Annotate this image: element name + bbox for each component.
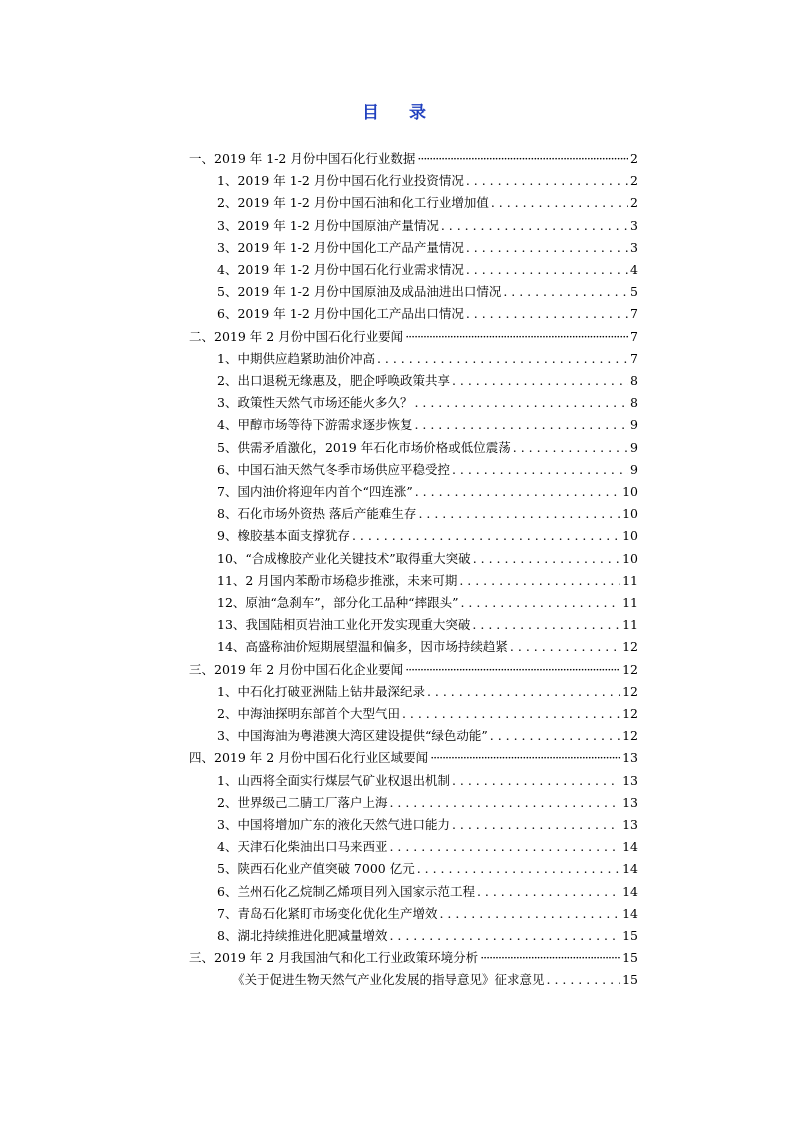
toc-entry-title: 二、2019 年 2 月份中国石化行业要闻 xyxy=(189,328,404,344)
toc-page-number: 14 xyxy=(622,861,638,877)
toc-page-number: 10 xyxy=(622,484,638,499)
toc-entry[interactable] xyxy=(217,437,638,459)
toc-entry-title: 3、中国海油为粤港澳大湾区建设提供“绿色动能” xyxy=(217,728,488,744)
toc-entry[interactable] xyxy=(217,548,638,570)
toc-entry-title: 1、2019 年 1-2 月份中国石化行业投资情况 xyxy=(217,173,464,189)
toc-leader-dots xyxy=(418,503,620,525)
toc-page-number: 13 xyxy=(622,817,638,832)
toc-entry[interactable] xyxy=(217,170,638,192)
toc-entry-title: 8、湖北持续推进化肥减量增效 xyxy=(217,928,388,943)
toc-entry-title: 7、青岛石化紧盯市场变化优化生产增效 xyxy=(217,905,438,921)
toc-page-number: 14 xyxy=(622,839,638,855)
toc-page-number: 15 xyxy=(622,972,638,988)
toc-page-number: 9 xyxy=(630,417,638,433)
toc-page-number: 9 xyxy=(630,461,638,477)
toc-page-number: 3 xyxy=(630,239,638,255)
toc-leader-dots xyxy=(452,459,628,481)
toc-leader-dots xyxy=(547,969,621,991)
toc-entry[interactable] xyxy=(217,881,638,903)
toc-entry-title: 13、我国陆相页岩油工业化开发实现重大突破 xyxy=(217,617,471,633)
toc-entry-title: 5、供需矛盾激化，2019 年石化市场价格或低位震荡 xyxy=(217,439,511,455)
toc-leader-dots xyxy=(389,836,620,858)
toc-leader-dots xyxy=(415,481,620,503)
toc-entry[interactable] xyxy=(232,969,638,991)
toc-entry-title: 10、“合成橡胶产业化关键技术”取得重大突破 xyxy=(217,550,471,566)
toc-leader-dots xyxy=(417,148,628,170)
toc-entry-title: 3、政策性天然气市场还能火多久？ xyxy=(217,395,413,411)
toc-leader-dots xyxy=(491,192,628,214)
toc-entry[interactable] xyxy=(217,792,638,814)
toc-entry-title: 《关于促进生物天然气产业化发展的指导意见》征求意见 xyxy=(232,972,545,988)
toc-page-number: 10 xyxy=(622,550,638,566)
toc-entry[interactable] xyxy=(217,681,638,703)
toc-entry[interactable] xyxy=(217,414,638,436)
toc-entry-title: 1、中石化打破亚洲陆上钻井最深纪录 xyxy=(217,683,425,699)
toc-page-number: 11 xyxy=(622,595,638,610)
toc-leader-dots xyxy=(389,925,620,947)
toc-leader-dots xyxy=(452,814,620,836)
toc-leader-dots xyxy=(414,392,628,414)
toc-entry[interactable] xyxy=(217,392,638,414)
toc-entry[interactable] xyxy=(217,858,638,880)
toc-entry[interactable] xyxy=(217,459,638,481)
toc-entry-title: 6、兰州石化乙烷制乙烯项目列入国家示范工程 xyxy=(217,883,475,899)
toc-entry[interactable] xyxy=(217,592,638,614)
toc-entry[interactable] xyxy=(217,503,638,525)
toc-entry-title: 5、2019 年 1-2 月份中国原油及成品油进出口情况 xyxy=(217,284,502,300)
toc-section-entry[interactable] xyxy=(189,947,638,969)
toc-page-number: 12 xyxy=(622,706,638,721)
toc-page-number: 12 xyxy=(622,683,638,699)
toc-entry-title: 6、2019 年 1-2 月份中国化工产品出口情况 xyxy=(217,306,464,322)
toc-entry[interactable] xyxy=(217,570,638,592)
toc-page-number: 9 xyxy=(630,439,638,455)
toc-page-number: 7 xyxy=(630,350,638,366)
toc-entry-title: 2、出口退税无缘惠及，肥企呼唤政策共享 xyxy=(217,373,450,388)
toc-page-number: 12 xyxy=(622,639,638,655)
toc-entry[interactable] xyxy=(217,192,638,214)
toc-section-entry[interactable] xyxy=(189,148,638,170)
toc-page-number: 2 xyxy=(630,173,638,189)
toc-entry-title: 2、2019 年 1-2 月份中国石油和化工行业增加值 xyxy=(217,195,489,211)
toc-leader-dots xyxy=(466,303,628,325)
toc-page-number: 11 xyxy=(622,572,638,588)
toc-page-number: 14 xyxy=(622,883,638,899)
toc-page-number: 12 xyxy=(622,728,638,744)
toc-leader-dots xyxy=(452,370,628,392)
toc-page-number: 2 xyxy=(630,195,638,211)
toc-entry[interactable] xyxy=(217,925,638,947)
toc-leader-dots xyxy=(405,659,620,681)
toc-entry-title: 3、2019 年 1-2 月份中国原油产量情况 xyxy=(217,217,439,233)
toc-entry-title: 12、原油“急刹车”，部分化工品种“摔跟头” xyxy=(217,595,459,610)
toc-page-number: 13 xyxy=(622,794,638,810)
toc-entry[interactable] xyxy=(217,703,638,725)
toc-entry[interactable] xyxy=(217,281,638,303)
toc-page-number: 10 xyxy=(622,506,638,522)
toc-leader-dots xyxy=(417,858,620,880)
toc-leader-dots xyxy=(472,614,620,636)
toc-entry[interactable] xyxy=(217,237,638,259)
toc-leader-dots xyxy=(389,792,620,814)
toc-entry-title: 3、2019 年 1-2 月份中国化工产品产量情况 xyxy=(217,239,464,255)
toc-leader-dots xyxy=(477,881,620,903)
toc-entry-title: 9、橡胶基本面支撑犹存 xyxy=(217,528,350,544)
toc-page-number: 7 xyxy=(630,328,638,344)
toc-entry-title: 1、山西将全面实行煤层气矿业权退出机制 xyxy=(217,772,450,788)
toc-entry[interactable] xyxy=(217,636,638,658)
toc-leader-dots xyxy=(510,636,620,658)
toc-entry[interactable] xyxy=(217,525,638,547)
toc-leader-dots xyxy=(377,348,628,370)
toc-entry-title: 6、中国石油天然气冬季市场供应平稳受控 xyxy=(217,461,450,477)
toc-section-entry[interactable] xyxy=(189,747,638,769)
toc-entry[interactable] xyxy=(217,481,638,503)
toc-leader-dots xyxy=(352,525,620,547)
toc-leader-dots xyxy=(466,170,628,192)
toc-entry-title: 7、国内油价将迎年内首个“四连涨” xyxy=(217,484,413,499)
toc-page-number: 14 xyxy=(622,905,638,921)
toc-leader-dots xyxy=(513,437,628,459)
toc-entry[interactable] xyxy=(217,259,638,281)
page-title: 目 录 xyxy=(362,103,438,123)
toc-entry[interactable] xyxy=(217,725,638,747)
toc-leader-dots xyxy=(480,947,620,969)
toc-entry-title: 3、中国将增加广东的液化天然气进口能力 xyxy=(217,817,450,832)
toc-entry[interactable] xyxy=(217,215,638,237)
toc-leader-dots xyxy=(441,215,628,237)
toc-leader-dots xyxy=(402,703,620,725)
toc-leader-dots xyxy=(503,281,628,303)
toc-leader-dots xyxy=(460,592,620,614)
toc-page-number: 7 xyxy=(630,306,638,322)
toc-leader-dots xyxy=(459,570,620,592)
toc-entry[interactable] xyxy=(217,770,638,792)
toc-entry-title: 4、天津石化柴油出口马来西亚 xyxy=(217,839,388,855)
toc-page-number: 8 xyxy=(630,373,638,388)
toc-page-number: 15 xyxy=(622,928,638,943)
toc-page-number: 15 xyxy=(622,950,638,966)
toc-entry-title: 2、中海油探明东部首个大型气田 xyxy=(217,706,400,721)
toc-leader-dots xyxy=(414,414,628,436)
toc-leader-dots xyxy=(405,326,628,348)
toc-entry-title: 4、甲醇市场等待下游需求逐步恢复 xyxy=(217,417,413,433)
toc-page-number: 13 xyxy=(622,750,638,766)
toc-entry-title: 一、2019 年 1-2 月份中国石化行业数据 xyxy=(189,151,416,166)
toc-page-number: 5 xyxy=(630,284,638,300)
toc-leader-dots xyxy=(430,747,620,769)
toc-leader-dots xyxy=(466,237,628,259)
toc-entry[interactable] xyxy=(217,348,638,370)
toc-entry-title: 2、世界级己二腈工厂落户上海 xyxy=(217,794,388,810)
toc-entry[interactable] xyxy=(217,814,638,836)
toc-entry[interactable] xyxy=(217,370,638,392)
toc-entry-title: 11、2 月国内苯酚市场稳步推涨，未来可期 xyxy=(217,572,458,588)
toc-entry-title: 14、高盛称油价短期展望温和偏多，因市场持续趋紧 xyxy=(217,639,508,655)
toc-entry[interactable] xyxy=(217,903,638,925)
toc-entry-title: 8、石化市场外资热 落后产能难生存 xyxy=(217,506,417,522)
toc-page-number: 8 xyxy=(630,395,638,411)
toc-leader-dots xyxy=(473,548,620,570)
toc-page-number: 10 xyxy=(622,528,638,544)
toc-entry-title: 4、2019 年 1-2 月份中国石化行业需求情况 xyxy=(217,262,464,277)
toc-entry-title: 四、2019 年 2 月份中国石化行业区域要闻 xyxy=(189,750,429,766)
toc-entry-title: 5、陕西石化业产值突破 7000 亿元 xyxy=(217,861,415,877)
toc-section-entry[interactable] xyxy=(189,326,638,348)
toc-leader-dots xyxy=(466,259,628,281)
toc-section-entry[interactable] xyxy=(189,659,638,681)
toc-page-number: 3 xyxy=(630,217,638,233)
toc-leader-dots xyxy=(452,770,620,792)
toc-page-number: 2 xyxy=(630,151,638,166)
toc-page-number: 13 xyxy=(622,772,638,788)
toc-entry-title: 三、2019 年 2 月我国油气和化工行业政策环境分析 xyxy=(189,950,479,966)
toc-page-number: 11 xyxy=(622,617,638,633)
toc-entry[interactable] xyxy=(217,614,638,636)
toc-leader-dots xyxy=(490,725,620,747)
toc-entry-title: 三、2019 年 2 月份中国石化企业要闻 xyxy=(189,661,404,677)
toc-leader-dots xyxy=(439,903,620,925)
toc-leader-dots xyxy=(427,681,620,703)
toc-page-number: 12 xyxy=(622,661,638,677)
toc-entry-title: 1、中期供应趋紧助油价冲高 xyxy=(217,350,375,366)
toc-entry[interactable] xyxy=(217,303,638,325)
toc-page-number: 4 xyxy=(630,262,638,277)
toc-entry[interactable] xyxy=(217,836,638,858)
